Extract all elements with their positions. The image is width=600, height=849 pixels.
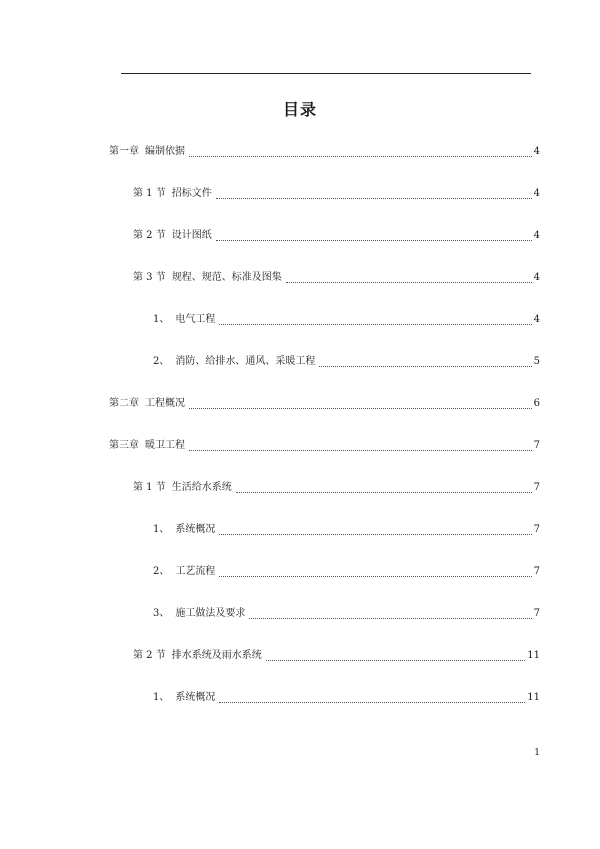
footer-page-number: 1 <box>534 748 540 758</box>
toc-entry-label: 工艺流程 <box>175 566 216 577</box>
toc-entry-prefix: 第 3 节 <box>133 272 166 283</box>
toc-entry-label: 排水系统及雨水系统 <box>171 650 262 661</box>
toc-entry[interactable] <box>133 271 540 285</box>
toc-dot-leader <box>216 189 532 199</box>
toc-entry-prefix: 第一章 <box>109 146 139 157</box>
toc-dot-leader <box>319 357 531 367</box>
toc-entry[interactable] <box>153 565 540 579</box>
toc-entry-prefix: 2、 <box>153 356 170 367</box>
toc-entry[interactable] <box>133 187 540 201</box>
toc-entry-label: 生活给水系统 <box>171 482 232 493</box>
toc-dot-leader <box>219 567 531 577</box>
toc-entry-label: 电气工程 <box>175 314 216 325</box>
toc-entry[interactable] <box>109 439 540 453</box>
toc-entry-page: 4 <box>533 146 540 157</box>
toc-entry-prefix: 第 1 节 <box>133 482 166 493</box>
toc-entry[interactable] <box>109 145 540 159</box>
toc-entry-page: 11 <box>527 650 540 661</box>
toc-entry-page: 4 <box>533 188 540 199</box>
page-title: 目录 <box>282 100 317 119</box>
toc-entry[interactable] <box>153 313 540 327</box>
toc-entry-prefix: 第二章 <box>109 398 139 409</box>
toc-entry-page: 7 <box>533 524 540 535</box>
toc-entry-prefix: 1、 <box>153 524 170 535</box>
toc-entry[interactable] <box>153 691 540 705</box>
toc-dot-leader <box>219 525 531 535</box>
toc-entry-prefix: 第 1 节 <box>133 188 166 199</box>
toc-entry-page: 7 <box>533 482 540 493</box>
toc-entry-prefix: 第 2 节 <box>133 650 166 661</box>
toc-entry-label: 系统概况 <box>175 524 216 535</box>
toc-dot-leader <box>189 441 532 451</box>
toc-entry-page: 7 <box>533 440 540 451</box>
toc-entry-page: 5 <box>533 356 540 367</box>
toc-entry-label: 设计图纸 <box>171 230 212 241</box>
toc-dot-leader <box>189 147 532 157</box>
toc-entry-prefix: 3、 <box>153 608 170 619</box>
toc-entry[interactable] <box>153 355 540 369</box>
toc-entry-page: 7 <box>533 566 540 577</box>
toc-entry[interactable] <box>133 229 540 243</box>
toc-entry-label: 系统概况 <box>175 692 216 703</box>
toc-entry-page: 11 <box>527 692 540 703</box>
toc-dot-leader <box>266 651 526 661</box>
toc-entry-prefix: 第三章 <box>109 440 139 451</box>
toc-dot-leader <box>219 315 531 325</box>
toc-entry-label: 招标文件 <box>171 188 212 199</box>
toc-entry-page: 4 <box>533 230 540 241</box>
toc-entry[interactable] <box>109 397 540 411</box>
toc-entry-label: 消防、给排水、通风、采暖工程 <box>175 356 316 367</box>
toc-dot-leader <box>216 231 532 241</box>
toc-entry-label: 暖卫工程 <box>145 440 185 451</box>
toc-entry-label: 施工做法及要求 <box>175 608 246 619</box>
toc-entry[interactable] <box>153 523 540 537</box>
toc-entry-label: 编制依据 <box>145 146 185 157</box>
toc-dot-leader <box>236 483 532 493</box>
toc-entry-page: 4 <box>533 272 540 283</box>
toc-entry[interactable] <box>133 481 540 495</box>
toc-entry[interactable] <box>153 607 540 621</box>
toc-entry-page: 6 <box>533 398 540 409</box>
toc-entry-page: 7 <box>533 608 540 619</box>
toc-dot-leader <box>249 609 531 619</box>
toc-entry-prefix: 2、 <box>153 566 170 577</box>
toc-dot-leader <box>286 273 532 283</box>
toc-entry-prefix: 1、 <box>153 314 170 325</box>
toc-entry-label: 规程、规范、标准及图集 <box>171 272 282 283</box>
toc-entry-page: 4 <box>533 314 540 325</box>
toc-dot-leader <box>219 693 525 703</box>
toc-entry-prefix: 1、 <box>153 692 170 703</box>
toc-entry[interactable] <box>133 649 540 663</box>
toc-entry-prefix: 第 2 节 <box>133 230 166 241</box>
toc-dot-leader <box>189 399 532 409</box>
toc-entry-label: 工程概况 <box>145 398 185 409</box>
